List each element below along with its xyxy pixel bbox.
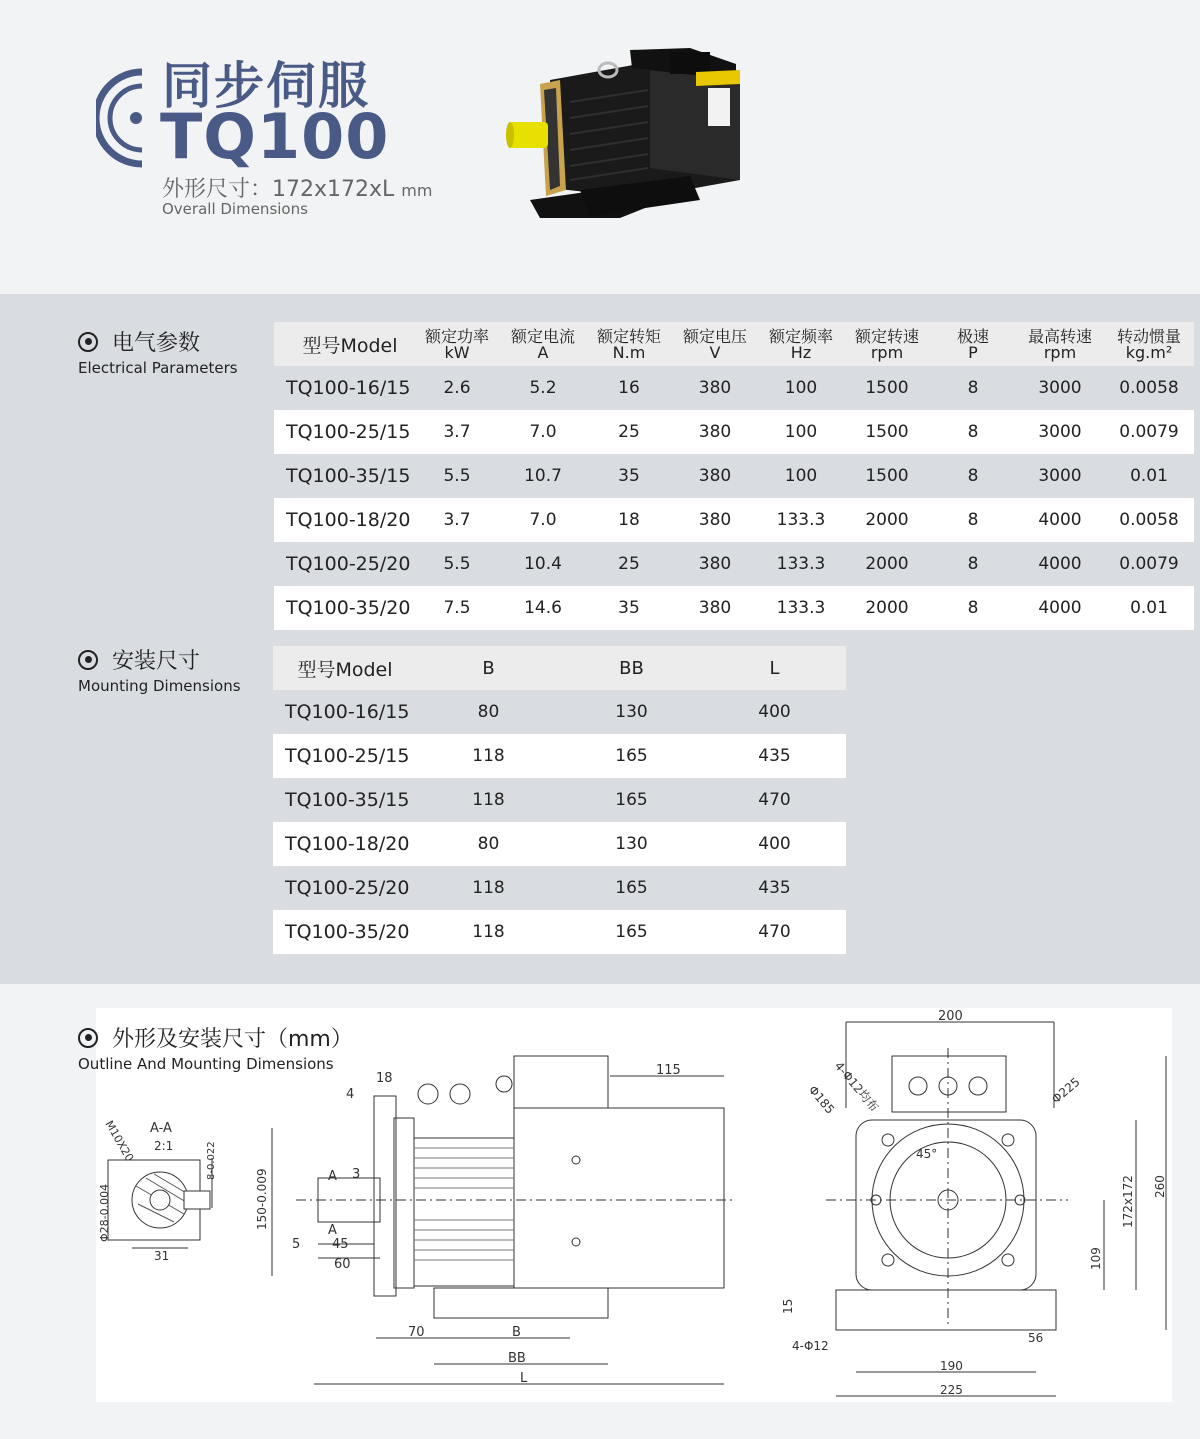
value-cell: 165 xyxy=(615,922,648,942)
header-label: 额定频率 xyxy=(768,326,833,346)
table-row xyxy=(274,586,1194,630)
value-cell: 133.3 xyxy=(776,510,826,530)
value-cell: 1500 xyxy=(865,466,909,486)
electrical-parameters-table xyxy=(274,322,1194,630)
label-shaft-d: Φ28-0.004 xyxy=(98,1183,111,1242)
table-row xyxy=(274,542,1194,586)
label-5: 5 xyxy=(292,1237,301,1252)
value-cell: 100 xyxy=(784,378,818,398)
model-cell: TQ100-18/20 xyxy=(286,509,411,531)
model-cell: TQ100-18/20 xyxy=(285,833,410,855)
label-60: 60 xyxy=(334,1257,351,1272)
motor-product-image xyxy=(500,40,760,225)
electrical-title-cn: 电气参数 xyxy=(112,331,201,356)
table-row xyxy=(273,690,846,734)
overall-dimensions-value: 外形尺寸：172x172xL xyxy=(162,177,395,202)
value-cell: 380 xyxy=(698,598,732,618)
value-cell: 130 xyxy=(615,702,648,722)
label-bb: BB xyxy=(508,1351,526,1366)
label-b: B xyxy=(512,1325,521,1340)
mounting-heading xyxy=(78,644,241,695)
value-cell: 7.5 xyxy=(443,598,471,618)
table-row xyxy=(274,454,1194,498)
value-cell: 5.2 xyxy=(529,378,557,398)
value-cell: 3000 xyxy=(1038,422,1082,442)
header-col-5 xyxy=(758,322,844,366)
header-unit: rpm xyxy=(1043,342,1077,362)
bullet-icon xyxy=(78,650,98,670)
label-31: 31 xyxy=(154,1249,170,1263)
value-cell: 25 xyxy=(618,422,640,442)
header-unit: P xyxy=(968,342,978,362)
product-title-cn: 同步伺服 xyxy=(162,57,370,115)
value-cell: 7.0 xyxy=(529,422,557,442)
value-cell: 380 xyxy=(698,422,732,442)
header-col-1: B xyxy=(482,657,495,679)
model-cell: TQ100-35/15 xyxy=(286,465,411,487)
model-cell: TQ100-35/15 xyxy=(285,789,410,811)
value-cell: 3000 xyxy=(1038,378,1082,398)
value-cell: 14.6 xyxy=(524,598,562,618)
side-view xyxy=(255,1056,736,1386)
value-cell: 0.01 xyxy=(1130,598,1168,618)
table-row xyxy=(273,734,846,778)
label-a-bottom: A xyxy=(328,1223,337,1238)
value-cell: 8 xyxy=(967,510,979,530)
bullet-icon xyxy=(78,332,98,352)
mounting-title-cn: 安装尺寸 xyxy=(112,649,201,674)
value-cell: 380 xyxy=(698,466,732,486)
value-cell: 118 xyxy=(472,922,505,942)
value-cell: 5.5 xyxy=(443,554,471,574)
table-row xyxy=(274,410,1194,454)
electrical-title-en: Electrical Parameters xyxy=(78,359,238,377)
value-cell: 470 xyxy=(758,790,791,810)
header-col-4 xyxy=(672,322,758,366)
front-view xyxy=(781,1009,1167,1397)
value-cell: 3.7 xyxy=(443,510,471,530)
header-col-8 xyxy=(1016,322,1104,366)
header-label: 最高转速 xyxy=(1027,326,1092,346)
value-cell: 8 xyxy=(967,466,979,486)
value-cell: 165 xyxy=(615,746,648,766)
value-cell: 80 xyxy=(477,702,500,722)
value-cell: 0.0079 xyxy=(1119,554,1179,574)
table-header-row xyxy=(273,646,846,690)
value-cell: 100 xyxy=(784,466,818,486)
model-cell: TQ100-35/20 xyxy=(285,921,410,943)
value-cell: 400 xyxy=(758,702,791,722)
header-label: 极速 xyxy=(956,326,989,346)
value-cell: 80 xyxy=(477,834,500,854)
header-unit: rpm xyxy=(870,342,904,362)
label-3: 3 xyxy=(352,1167,361,1182)
value-cell: 18 xyxy=(618,510,640,530)
label-15: 15 xyxy=(781,1298,795,1314)
label-109: 109 xyxy=(1089,1247,1103,1270)
header-unit: kg.m² xyxy=(1125,342,1173,362)
value-cell: 165 xyxy=(615,790,648,810)
table-row xyxy=(273,910,846,954)
value-cell: 7.0 xyxy=(529,510,557,530)
label-4: 4 xyxy=(346,1087,355,1102)
header-col-6 xyxy=(844,322,930,366)
header-col-3 xyxy=(586,322,672,366)
value-cell: 8 xyxy=(967,422,979,442)
mounting-title-en: Mounting Dimensions xyxy=(78,677,241,695)
label-d225: Φ225 xyxy=(1048,1074,1083,1107)
value-cell: 435 xyxy=(758,878,791,898)
mounting-dimensions-table xyxy=(273,646,846,954)
value-cell: 130 xyxy=(615,834,648,854)
value-cell: 8 xyxy=(967,598,979,618)
model-cell: TQ100-25/15 xyxy=(285,745,410,767)
value-cell: 380 xyxy=(698,510,732,530)
label-56: 56 xyxy=(1028,1331,1044,1345)
label-holes: 4-Φ12均布 xyxy=(831,1058,882,1115)
value-cell: 118 xyxy=(472,878,505,898)
model-cell: TQ100-25/20 xyxy=(286,553,411,575)
product-model: TQ100 xyxy=(160,100,390,173)
label-aa: A-A xyxy=(150,1121,172,1136)
value-cell: 5.5 xyxy=(443,466,471,486)
header-unit: A xyxy=(537,342,549,362)
value-cell: 400 xyxy=(758,834,791,854)
label-115: 115 xyxy=(656,1063,681,1078)
header-unit: kW xyxy=(444,342,470,362)
header-unit: N.m xyxy=(612,342,646,362)
model-cell: TQ100-16/15 xyxy=(285,701,410,723)
overall-dimensions-en: Overall Dimensions xyxy=(162,200,308,218)
header-col-1 xyxy=(414,322,500,366)
label-260: 260 xyxy=(1153,1175,1167,1198)
model-cell: TQ100-16/15 xyxy=(286,377,411,399)
label-225: 225 xyxy=(940,1383,963,1397)
label-70: 70 xyxy=(408,1325,425,1340)
value-cell: 1500 xyxy=(865,422,909,442)
value-cell: 10.4 xyxy=(524,554,562,574)
outline-title-cn: 外形及安装尺寸（mm） xyxy=(112,1027,353,1052)
table-row xyxy=(273,778,846,822)
value-cell: 0.01 xyxy=(1130,466,1168,486)
table-row xyxy=(274,366,1194,410)
value-cell: 8 xyxy=(967,378,979,398)
value-cell: 165 xyxy=(615,878,648,898)
header-label: 额定电压 xyxy=(682,326,747,346)
header-unit: Hz xyxy=(790,342,812,362)
brand-arc-icon xyxy=(96,68,156,168)
value-cell: 133.3 xyxy=(776,554,826,574)
header-label: 额定功率 xyxy=(424,326,489,346)
value-cell: 2.6 xyxy=(443,378,471,398)
label-ratio: 2:1 xyxy=(154,1139,174,1153)
header-label: 额定电流 xyxy=(510,326,575,346)
label-45deg: 45° xyxy=(916,1147,938,1161)
header-col-3: L xyxy=(769,657,780,679)
outline-heading xyxy=(78,1022,353,1073)
value-cell: 133.3 xyxy=(776,598,826,618)
value-cell: 3000 xyxy=(1038,466,1082,486)
label-18: 18 xyxy=(376,1071,393,1086)
value-cell: 2000 xyxy=(865,598,909,618)
value-cell: 100 xyxy=(784,422,818,442)
label-feet: 4-Φ12 xyxy=(792,1339,829,1353)
overall-dimensions-unit: mm xyxy=(401,181,433,200)
value-cell: 10.7 xyxy=(524,466,562,486)
label-45: 45 xyxy=(332,1237,349,1252)
header-col-2 xyxy=(500,322,586,366)
value-cell: 380 xyxy=(698,554,732,574)
label-l: L xyxy=(520,1371,528,1386)
value-cell: 470 xyxy=(758,922,791,942)
model-cell: TQ100-25/20 xyxy=(285,877,410,899)
value-cell: 0.0058 xyxy=(1119,378,1179,398)
value-cell: 0.0058 xyxy=(1119,510,1179,530)
value-cell: 35 xyxy=(618,598,640,618)
value-cell: 4000 xyxy=(1038,554,1082,574)
value-cell: 1500 xyxy=(865,378,909,398)
value-cell: 8 xyxy=(967,554,979,574)
label-thread: M10X20 xyxy=(102,1118,137,1164)
header-model: 型号Model xyxy=(297,658,393,681)
label-a-top: A xyxy=(328,1169,337,1184)
value-cell: 3.7 xyxy=(443,422,471,442)
bullet-icon xyxy=(78,1028,98,1048)
value-cell: 25 xyxy=(618,554,640,574)
value-cell: 35 xyxy=(618,466,640,486)
value-cell: 4000 xyxy=(1038,510,1082,530)
section-aa-view xyxy=(98,1118,217,1263)
header-label: 转动惯量 xyxy=(1116,326,1181,346)
table-row xyxy=(273,822,846,866)
label-190: 190 xyxy=(940,1359,963,1373)
header-unit: V xyxy=(709,342,721,362)
value-cell: 2000 xyxy=(865,510,909,530)
label-200: 200 xyxy=(938,1009,963,1024)
model-cell: TQ100-25/15 xyxy=(286,421,411,443)
value-cell: 118 xyxy=(472,746,505,766)
value-cell: 16 xyxy=(618,378,640,398)
label-172: 172x172 xyxy=(1121,1175,1135,1228)
overall-dimensions xyxy=(162,172,432,203)
table-header-row xyxy=(274,322,1194,366)
hero-section xyxy=(0,0,1200,294)
table-row xyxy=(273,866,846,910)
value-cell: 435 xyxy=(758,746,791,766)
value-cell: 2000 xyxy=(865,554,909,574)
value-cell: 4000 xyxy=(1038,598,1082,618)
model-cell: TQ100-35/20 xyxy=(286,597,411,619)
header-label: 额定转速 xyxy=(854,326,919,346)
label-key: 8-0.022 xyxy=(206,1141,217,1180)
outline-title-en: Outline And Mounting Dimensions xyxy=(78,1055,334,1073)
value-cell: 118 xyxy=(472,790,505,810)
electrical-heading xyxy=(78,326,238,377)
label-pilot: 150-0.009 xyxy=(255,1168,269,1230)
header-col-7 xyxy=(930,322,1016,366)
value-cell: 0.0079 xyxy=(1119,422,1179,442)
value-cell: 380 xyxy=(698,378,732,398)
header-label: 额定转矩 xyxy=(596,326,661,346)
header-col-9 xyxy=(1104,322,1194,366)
label-pcd185: Φ185 xyxy=(805,1082,838,1117)
table-row xyxy=(274,498,1194,542)
header-col-2: BB xyxy=(619,657,644,679)
header-model: 型号Model xyxy=(302,334,398,357)
